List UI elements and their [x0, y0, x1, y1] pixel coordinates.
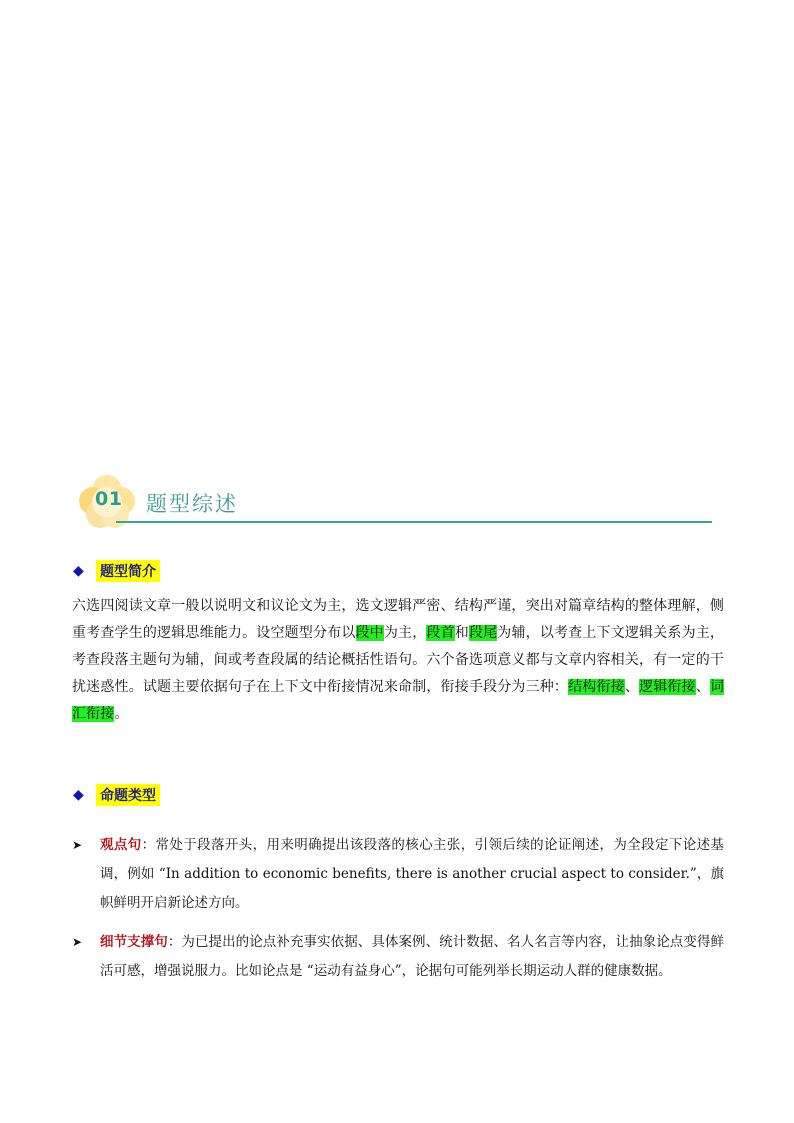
- term-description: ：为已提出的论点补充事实依据、具体案例、统计数据、名人名言等内容，让抽象论点变得鲜活可感，增强说服力。比如论点是 “运动有益身心”，论据句可能列举长期运动人群的健康数据。: [100, 934, 725, 979]
- highlight-mid-paragraph: 段中: [355, 625, 384, 641]
- term-description: ：常处于段落开头，用来明确提出该段落的核心主张，引领后续的论证阐述，为全段定下论述基调，例如 “In addition to economic benefits, there is another crucial aspect to consider.”，旗帜鲜明开启新论述方向。: [100, 837, 724, 911]
- highlight-lexical-cohesion: 词汇衔接: [72, 679, 725, 722]
- intro-text: 为辅，以考查上下文逻辑关系为主，考查段落主题句为辅，间或考查段属的结论概括性语句。六个备选项意义都与文章内容相关，有一定的干扰迷惑性。试题主要依据句子在上下文中衔接情况来命制，衔接手段分为三种：: [72, 625, 725, 695]
- intro-paragraph: [72, 593, 724, 728]
- arrow-bullet-icon: ➤: [72, 838, 83, 852]
- term-label: 观点句: [100, 837, 142, 853]
- section-header: [78, 470, 714, 530]
- list-item-text: [100, 831, 724, 918]
- highlight-paragraph-start: 段首: [426, 625, 455, 641]
- section-number: 01: [95, 488, 123, 510]
- intro-text: 六选四阅读文章一般以说明文和议论文为主，选文逻辑严密、结构严谨，突出对篇章结构的整体理解，侧重考查学生的逻辑思维能力。设空题型分布以: [72, 598, 724, 641]
- section-title: 题型综述: [146, 492, 238, 516]
- intro-subheading: [73, 560, 160, 582]
- intro-text: 。: [114, 706, 129, 722]
- highlight-paragraph-end: 段尾: [468, 625, 498, 641]
- diamond-icon: ◆: [73, 563, 84, 579]
- types-subheading: [73, 784, 160, 806]
- diamond-icon: ◆: [73, 787, 84, 803]
- intro-text: 、: [695, 679, 710, 695]
- section-divider: [116, 521, 712, 523]
- list-item-text: [100, 928, 724, 986]
- intro-text: 和: [454, 625, 469, 641]
- intro-text: 为主，: [383, 625, 427, 641]
- arrow-bullet-icon: ➤: [72, 935, 83, 949]
- highlight-logical-cohesion: 逻辑衔接: [639, 679, 696, 695]
- highlight-structural-cohesion: 结构衔接: [568, 679, 625, 695]
- term-label: 细节支撑句: [100, 934, 168, 950]
- intro-heading: 题型简介: [96, 560, 160, 582]
- intro-text: 、: [624, 679, 640, 695]
- types-heading: 命题类型: [96, 784, 160, 806]
